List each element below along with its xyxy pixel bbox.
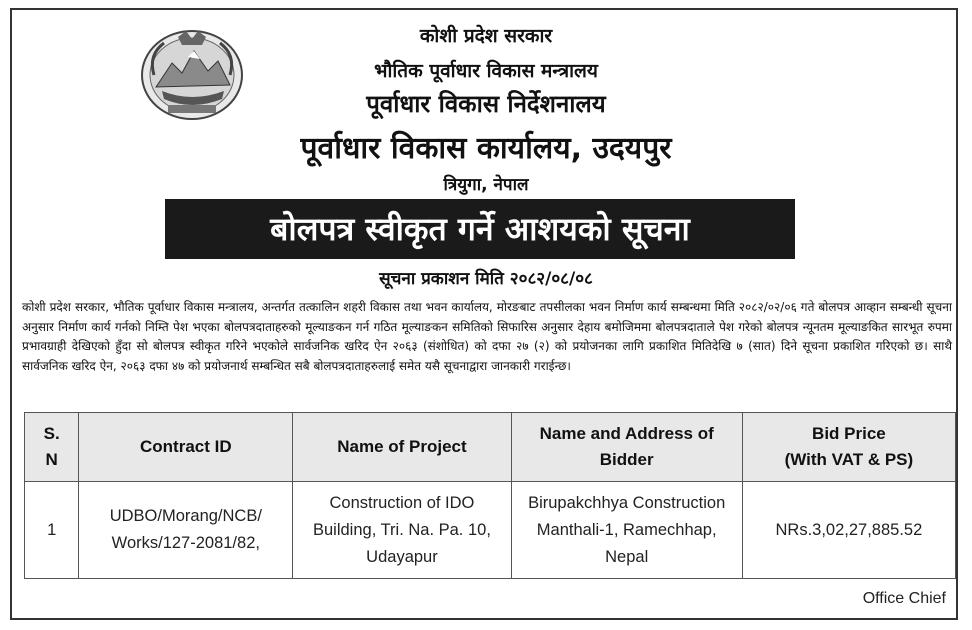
office-heading: पूर्वाधार विकास कार्यालय, उदयपुर bbox=[300, 131, 672, 166]
directorate-heading: पूर्वाधार विकास निर्देशनालय bbox=[366, 90, 606, 118]
notice-body-paragraph: कोशी प्रदेश सरकार, भौतिक पूर्वाधार विकास मन्त्रालय, अन्तर्गत तत्कालिन शहरी विकास तथा भवन कार्यालय, मोरङबाट तपसीलका भवन निर्माण कार्य सम्बन्धमा मिति २०८२/०२/०६ गते बोलपत्र आव्हान सम्बन्धी सूचना अनुसार निर्माण कार्य गर्नको निम्ति पेश भएका बोलपत्रदाताहरुको मूल्याङकन गर्न गठित मूल्याङकन समितिको सिफारिस अनुसार देहाय बमोजिममा बोलपत्रदाताले पेश गरेको बोलपत्र न्यूनतम मूल्याङकित सारभूत रुपमा प्रभावग्राही देखिएको हुँदा सो बोलपत्र स्वीकृत गरिने भएकोले सार्वजनिक खरिद ऐन २०६३ (संशोधित) को दफा २७ (२) को प्रयोजनका लागि प्रकाशित मितिदेखि ७ (सात) दिने सूचना प्रकाशित गरिएको छ। साथै सार्वजनिक खरिद ऐन, २०६३ दफा ४७ को प्रयोजनार्थ सम्बन्धित सबै बोलपत्रदाताहरुलाई समेत यसै सूचनाद्वारा जानकारी गराईन्छ। bbox=[22, 300, 952, 373]
cell-contract-id: UDBO/Morang/NCB/ Works/127-2081/82, bbox=[79, 482, 293, 579]
notice-title-banner: बोलपत्र स्वीकृत गर्ने आशयको सूचना bbox=[165, 199, 795, 259]
header-bid-price: Bid Price (With VAT & PS) bbox=[742, 413, 955, 482]
header-contract-id: Contract ID bbox=[79, 413, 293, 482]
table-row bbox=[25, 482, 956, 579]
header-bidder: Name and Address of Bidder bbox=[511, 413, 742, 482]
header-project-name: Name of Project bbox=[293, 413, 511, 482]
cell-serial-number: 1 bbox=[25, 482, 79, 579]
province-government-heading: कोशी प्रदेश सरकार bbox=[419, 25, 553, 47]
bid-award-table bbox=[24, 412, 956, 579]
office-address: त्रियुगा, नेपाल bbox=[443, 175, 529, 195]
signature-office-chief: Office Chief bbox=[862, 590, 946, 607]
cell-bidder: Birupakchhya Construction Manthali-1, Ramechhap, Nepal bbox=[511, 482, 742, 579]
publish-date: सूचना प्रकाशन मिति २०८२/०८/०८ bbox=[379, 269, 593, 289]
ministry-heading: भौतिक पूर्वाधार विकास मन्त्रालय bbox=[374, 60, 598, 82]
header-serial-number: S. N bbox=[25, 413, 79, 482]
cell-bid-price: NRs.3,02,27,885.52 bbox=[742, 482, 955, 579]
cell-project-name: Construction of IDO Building, Tri. Na. Pa. 10, Udayapur bbox=[293, 482, 511, 579]
table-header-row bbox=[25, 413, 956, 482]
